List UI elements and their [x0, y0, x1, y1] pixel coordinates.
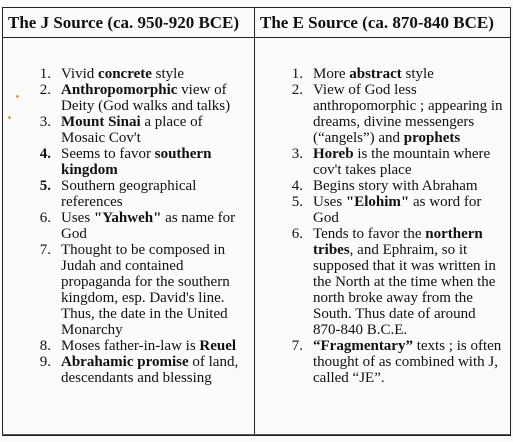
list-item — [255, 146, 510, 178]
item-text — [313, 178, 510, 194]
item-text-run: Uses — [61, 210, 94, 226]
j-source-header: The J Source (ca. 950-920 BCE) — [3, 8, 255, 38]
list-item — [3, 114, 254, 146]
emphasized-text: Reuel — [199, 338, 237, 354]
emphasized-text: “Fragmentary” — [313, 338, 413, 354]
e-source-list — [255, 66, 510, 386]
emphasized-text: northern tribes — [313, 226, 483, 258]
emphasized-text: "Elohim" — [345, 194, 410, 210]
item-text-run: of land, descendants and blessing — [61, 354, 239, 386]
emphasized-text: abstract — [349, 66, 402, 82]
item-number: 1. — [39, 66, 51, 82]
item-text-run: Uses — [313, 194, 346, 210]
item-text-run: Tends to favor the — [313, 226, 426, 242]
item-text — [313, 194, 510, 226]
list-item — [255, 178, 510, 194]
item-number: 6. — [291, 226, 303, 242]
e-source-cell — [255, 38, 511, 436]
item-text-run: as name for God — [61, 210, 236, 242]
item-text-run: Begins story with Abraham — [313, 178, 478, 194]
j-source-list — [3, 66, 254, 386]
list-item — [255, 82, 510, 146]
item-text-run: More — [313, 66, 350, 82]
item-text — [61, 146, 254, 178]
item-text — [313, 146, 510, 178]
item-number: 7. — [39, 242, 51, 258]
item-text-run: , and Ephraim, so it supposed that it was written in the North at the time when the north broke away from the South. Thus date of around 870-840 B.C.E. — [313, 242, 496, 338]
item-text-run: style — [401, 66, 434, 82]
item-text — [61, 178, 254, 210]
item-text-run: a place of Mosaic Cov't — [61, 114, 203, 146]
item-number: 3. — [39, 114, 51, 130]
item-text — [313, 226, 510, 338]
item-number: 2. — [291, 82, 303, 98]
item-text — [313, 338, 510, 386]
item-text-run: Vivid — [61, 66, 99, 82]
item-number: 5. — [291, 194, 303, 210]
emphasized-text: Horeb — [313, 146, 354, 162]
item-number: 7. — [291, 338, 303, 354]
emphasized-text: Anthropomorphic — [61, 82, 178, 98]
item-text — [61, 66, 254, 82]
emphasized-text: concrete — [98, 66, 152, 82]
header-row — [3, 8, 511, 38]
item-number: 1. — [291, 66, 303, 82]
emphasized-text: southern kingdom — [61, 146, 212, 178]
item-text — [61, 114, 254, 146]
j-source-cell — [3, 38, 255, 436]
list-item — [3, 338, 254, 354]
item-text-run: View of God less anthropomorphic ; appearing in dreams, divine messengers (“angels”) and — [313, 82, 503, 146]
emphasized-text: Abrahamic promise — [61, 354, 189, 370]
item-text-run: view of Deity (God walks and talks) — [61, 82, 231, 114]
page-bottom-rule — [2, 434, 510, 435]
item-number: 9. — [39, 354, 51, 370]
item-number: 6. — [39, 210, 51, 226]
list-item — [255, 226, 510, 338]
emphasized-text: "Yahweh" — [93, 210, 162, 226]
item-text-run: style — [151, 66, 184, 82]
list-item — [3, 178, 254, 210]
item-text-run: as word for God — [313, 194, 482, 226]
list-item — [3, 146, 254, 178]
item-text-run: is the mountain where cov't takes place — [313, 146, 491, 178]
list-item — [3, 242, 254, 338]
item-text — [61, 242, 254, 338]
emphasized-text: prophets — [403, 130, 461, 146]
scan-speck — [16, 95, 19, 98]
item-text — [313, 66, 510, 82]
list-item — [3, 82, 254, 114]
scan-speck — [8, 116, 11, 119]
content-row — [3, 38, 511, 436]
item-text-run: Thought to be composed in Judah and contained propaganda for the southern kingdom, esp. David's line. Thus, the date in the United Monarchy — [61, 242, 230, 338]
item-number: 8. — [39, 338, 51, 354]
item-number: 4. — [39, 146, 51, 162]
item-text — [61, 354, 254, 386]
list-item — [3, 210, 254, 242]
item-text-run: texts ; is often thought of as combined with J, called “JE”. — [313, 338, 502, 386]
item-text — [61, 210, 254, 242]
comparison-table — [2, 7, 511, 436]
list-item — [3, 66, 254, 82]
item-text — [61, 82, 254, 114]
item-number: 4. — [291, 178, 303, 194]
item-number: 5. — [39, 178, 51, 194]
e-source-header: The E Source (ca. 870-840 BCE) — [255, 8, 511, 38]
list-item — [255, 338, 510, 386]
item-text-run: Seems to favor — [61, 146, 155, 162]
item-text — [61, 338, 254, 354]
item-text-run: Southern geographical references — [61, 178, 197, 210]
item-number: 3. — [291, 146, 303, 162]
item-number: 2. — [39, 82, 51, 98]
list-item — [3, 354, 254, 386]
item-text — [313, 82, 510, 146]
list-item — [255, 194, 510, 226]
list-item — [255, 66, 510, 82]
item-text-run: Moses father-in-law is — [61, 338, 200, 354]
emphasized-text: Mount Sinai — [61, 114, 141, 130]
